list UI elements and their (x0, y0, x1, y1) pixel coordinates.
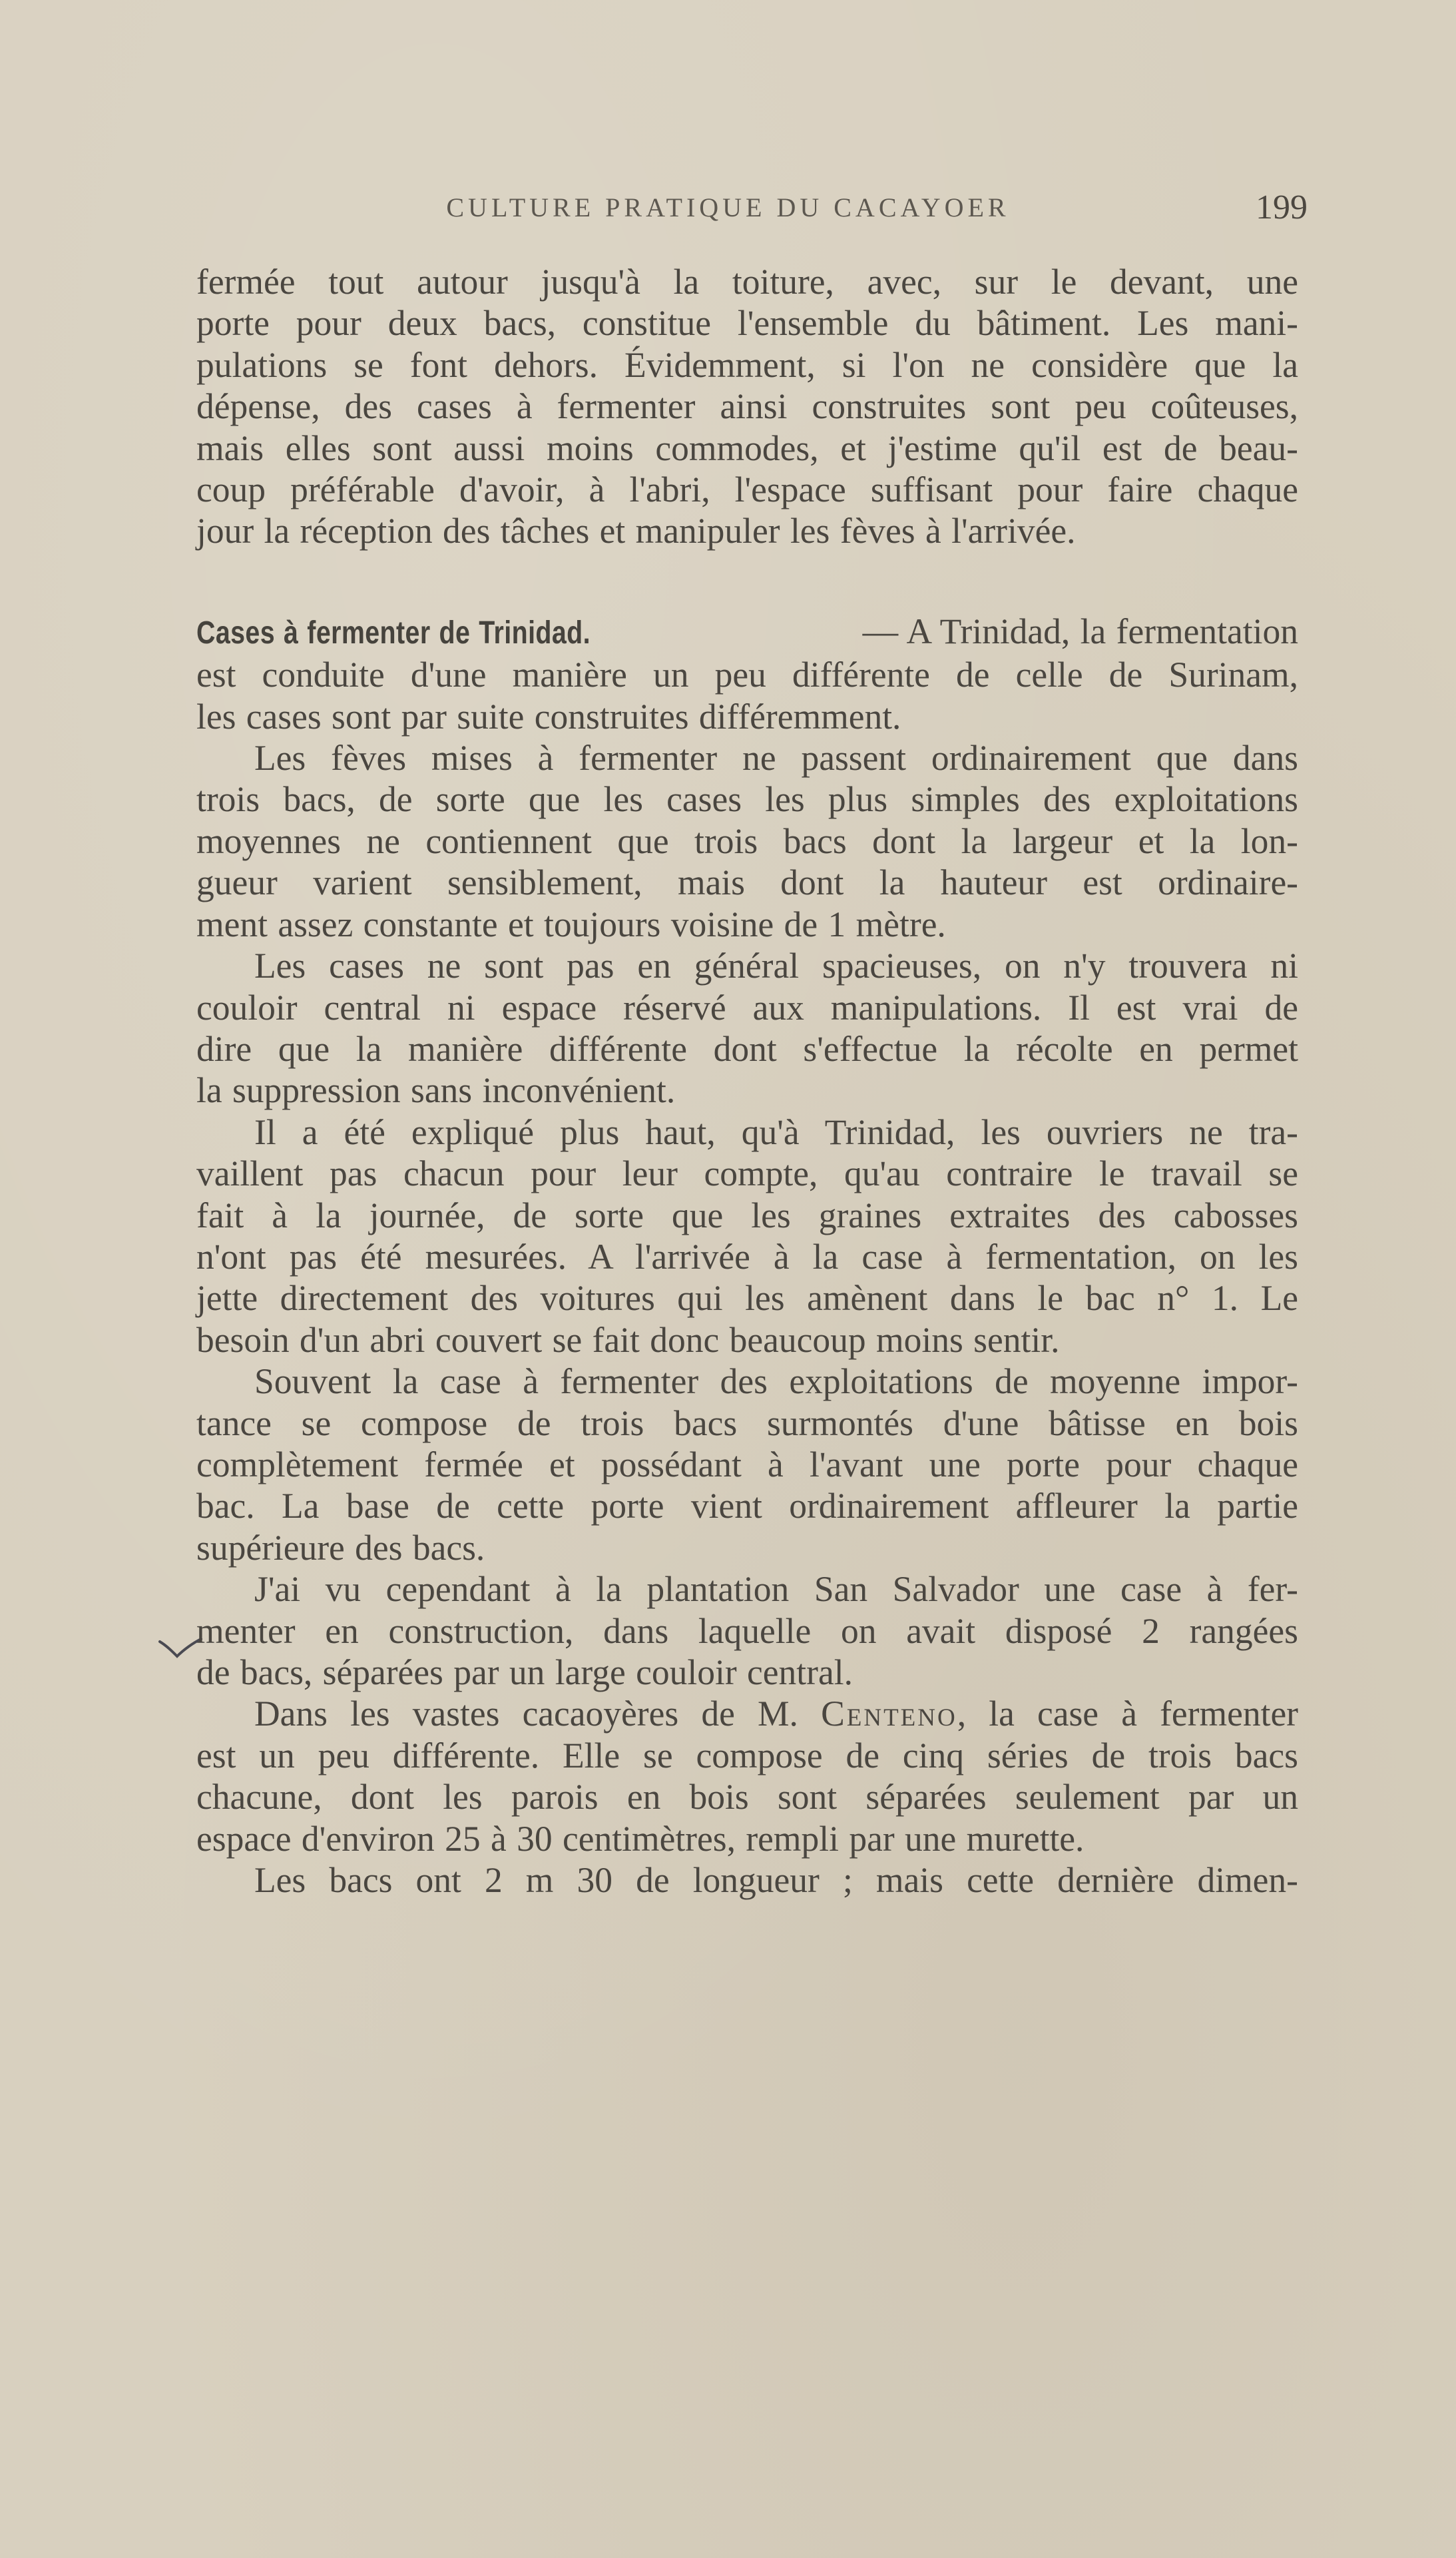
text-line: gueur varient sensiblement, mais dont la hauteur est ordinaire- (196, 862, 1298, 903)
text-line: moyennes ne contiennent que trois bacs dont la largeur et la lon- (196, 820, 1298, 861)
paragraph-5 (196, 1112, 1298, 1361)
paragraph-9 (196, 1859, 1298, 1901)
paragraph-7 (196, 1568, 1298, 1693)
text-line: est conduite d'une manière un peu différente de celle de Surinam, (196, 655, 1298, 695)
text-line: de bacs, séparées par un large couloir central. (196, 1652, 853, 1692)
text-run: , la case à fermenter (957, 1694, 1299, 1734)
text-line: espace d'environ 25 à 30 centimètres, rempli par une murette. (196, 1818, 1085, 1859)
text-line: vaillent pas chacun pour leur compte, qu'au contraire le travail se (196, 1153, 1298, 1194)
text-line: Les cases ne sont pas en général spacieuses, on n'y trouvera ni (254, 946, 1298, 986)
paragraph-6 (196, 1361, 1298, 1568)
text-line: pulations se font dehors. Évidemment, si l'on ne considère que la (196, 344, 1298, 385)
running-title: CULTURE PRATIQUE DU CACAYOER (446, 192, 1010, 222)
text-line: Souvent la case à fermenter des exploitations de moyenne impor- (254, 1361, 1298, 1402)
text-line: n'ont pas été mesurées. A l'arrivée à la case à fermentation, on les (196, 1236, 1298, 1277)
text-line: la suppression sans inconvénient. (196, 1070, 676, 1111)
text-line: jette directement des voitures qui les amènent dans le bac n° 1. Le (196, 1278, 1298, 1319)
text-line: trois bacs, de sorte que les cases les plus simples des exploitations (196, 779, 1298, 820)
text-line: menter en construction, dans laquelle on avait disposé 2 rangées (196, 1610, 1298, 1651)
text-line: coup préférable d'avoir, à l'abri, l'espace suffisant pour faire chaque (196, 470, 1298, 510)
body-text (196, 261, 1298, 1901)
text-line: bac. La base de cette porte vient ordinairement affleurer la partie (196, 1486, 1298, 1526)
running-head (0, 188, 1456, 241)
text-line: est un peu différente. Elle se compose de cinq séries de trois bacs (196, 1735, 1298, 1775)
section-heading: Cases à fermenter de Trinidad. (196, 615, 591, 651)
text-line: Les bacs ont 2 m 30 de longueur ; mais cette dernière dimen- (254, 1860, 1298, 1901)
paragraph-2 (196, 611, 1298, 737)
text-line: dire que la manière différente dont s'effectue la récolte en permet (196, 1028, 1298, 1069)
paragraph-1 (196, 261, 1298, 552)
text-line: Les fèves mises à fermenter ne passent ordinairement que dans (254, 738, 1298, 779)
text-line: chacune, dont les parois en bois sont séparées seulement par un (196, 1777, 1298, 1817)
heading-line (196, 611, 1298, 654)
person-name: Centeno (821, 1694, 957, 1734)
text-line: les cases sont par suite construites différemment. (196, 696, 901, 737)
paragraph-3 (196, 737, 1298, 945)
text-line (196, 1693, 1298, 1734)
text-line: fermée tout autour jusqu'à la toiture, avec, sur le devant, une (196, 262, 1298, 302)
text-line: couloir central ni espace réservé aux manipulations. Il est vrai de (196, 987, 1298, 1028)
text-line: complètement fermée et possédant à l'avant une porte pour chaque (196, 1444, 1298, 1484)
text-line: J'ai vu cependant à la plantation San Salvador une case à fer- (254, 1569, 1298, 1610)
text-line: supérieure des bacs. (196, 1527, 485, 1568)
text-line: tance se compose de trois bacs surmontés d'une bâtisse en bois (196, 1403, 1298, 1443)
section-intro: — A Trinidad, la fermentation (862, 611, 1298, 651)
text-line: Il a été expliqué plus haut, qu'à Trinidad, les ouvriers ne tra- (254, 1112, 1298, 1152)
text-line: mais elles sont aussi moins commodes, et j'estime qu'il est de beau- (196, 428, 1298, 468)
paragraph-8 (196, 1693, 1298, 1859)
text-line: ment assez constante et toujours voisine de 1 mètre. (196, 904, 946, 944)
section-gap (196, 552, 1298, 611)
page-number: 199 (1256, 188, 1308, 226)
text-line: porte pour deux bacs, constitue l'ensemble du bâtiment. Les mani- (196, 303, 1298, 344)
paragraph-4 (196, 945, 1298, 1112)
text-line: dépense, des cases à fermenter ainsi construites sont peu coûteuses, (196, 386, 1298, 427)
text-line: fait à la journée, de sorte que les graines extraites des cabosses (196, 1195, 1298, 1235)
text-run: Dans les vastes cacaoyères de M. (254, 1694, 798, 1734)
text-line: jour la réception des tâches et manipuler les fèves à l'arrivée. (196, 511, 1076, 551)
text-line: besoin d'un abri couvert se fait donc beaucoup moins sentir. (196, 1319, 1060, 1360)
